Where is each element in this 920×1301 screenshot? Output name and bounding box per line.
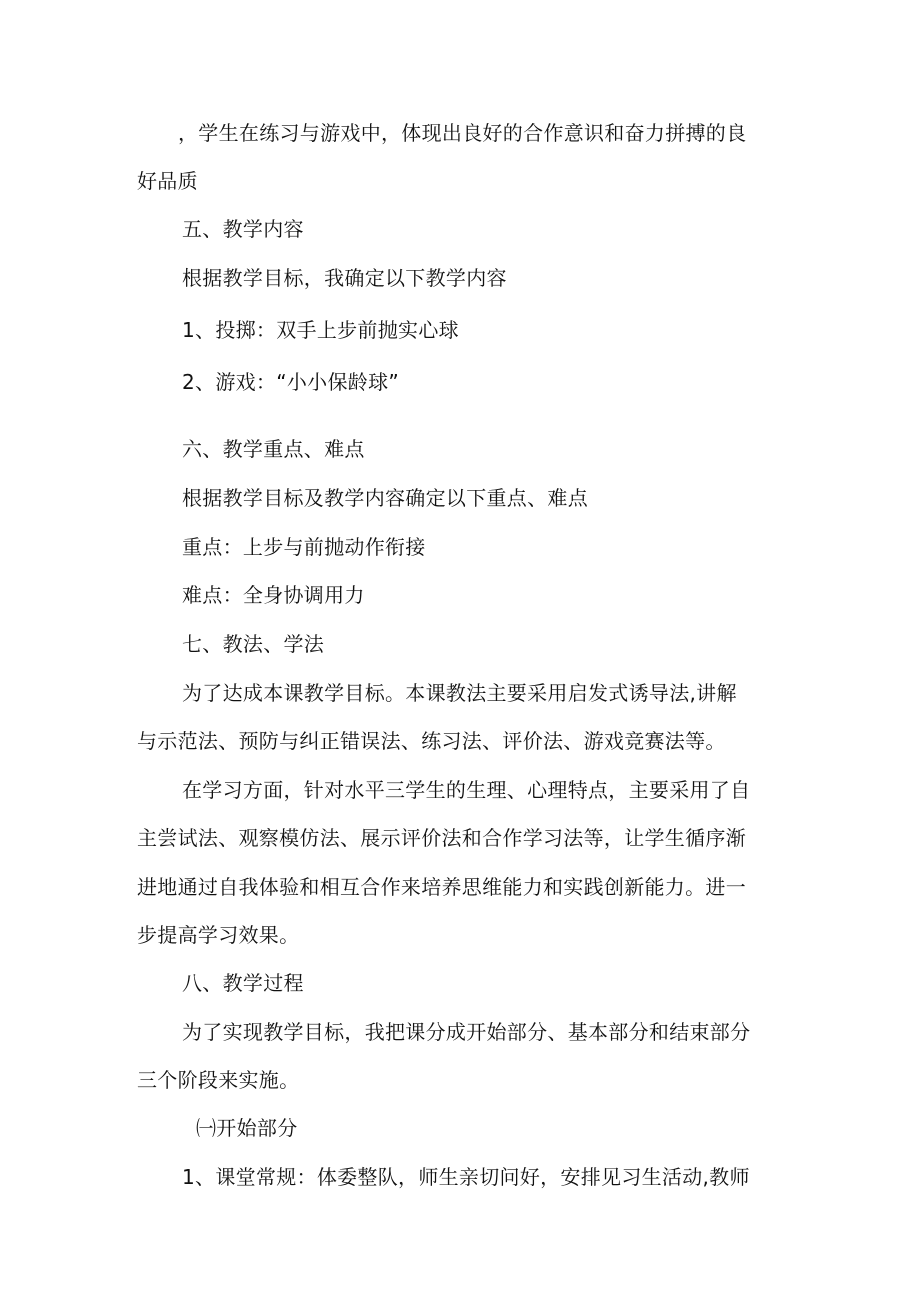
paragraph-line: 为了达成本课教学目标。本课教法主要采用启发式诱导法,讲解 — [182, 681, 737, 705]
paragraph-line: ，学生在练习与游戏中，体现出良好的合作意识和奋力拼搏的良 — [178, 121, 747, 145]
section-heading: 八、教学过程 — [182, 971, 304, 995]
paragraph-line: 为了实现教学目标，我把课分成开始部分、基本部分和结束部分 — [182, 1020, 751, 1044]
paragraph-line: 与示范法、预防与纠正错误法、练习法、评价法、游戏竞赛法等。 — [137, 729, 726, 753]
paragraph-line: 步提高学习效果。 — [137, 923, 300, 947]
section-heading: 六、教学重点、难点 — [182, 437, 365, 461]
section-heading: 五、教学内容 — [182, 217, 304, 241]
paragraph-line: 好品质 — [137, 169, 198, 193]
paragraph-line: 根据教学目标，我确定以下教学内容 — [182, 266, 507, 290]
paragraph-line: 重点：上步与前抛动作衔接 — [182, 535, 426, 559]
paragraph-line: 难点：全身协调用力 — [182, 583, 365, 607]
paragraph-line: 在学习方面，针对水平三学生的生理、心理特点，主要采用了自 — [182, 778, 751, 802]
subsection-heading: ㈠开始部分 — [196, 1116, 298, 1140]
list-item: 1、课堂常规：体委整队，师生亲切问好，安排见习生活动,教师 — [182, 1165, 750, 1189]
list-item: 2、游戏：“小小保龄球” — [182, 370, 400, 394]
paragraph-line: 进地通过自我体验和相互合作来培养思维能力和实践创新能力。进一 — [137, 875, 746, 899]
paragraph-line: 根据教学目标及教学内容确定以下重点、难点 — [182, 486, 588, 510]
list-item: 1、投掷：双手上步前抛实心球 — [182, 318, 459, 342]
paragraph-line: 三个阶段来实施。 — [137, 1068, 300, 1092]
section-heading: 七、教法、学法 — [182, 632, 325, 656]
paragraph-line: 主尝试法、观察模仿法、展示评价法和合作学习法等，让学生循序渐 — [137, 826, 746, 850]
